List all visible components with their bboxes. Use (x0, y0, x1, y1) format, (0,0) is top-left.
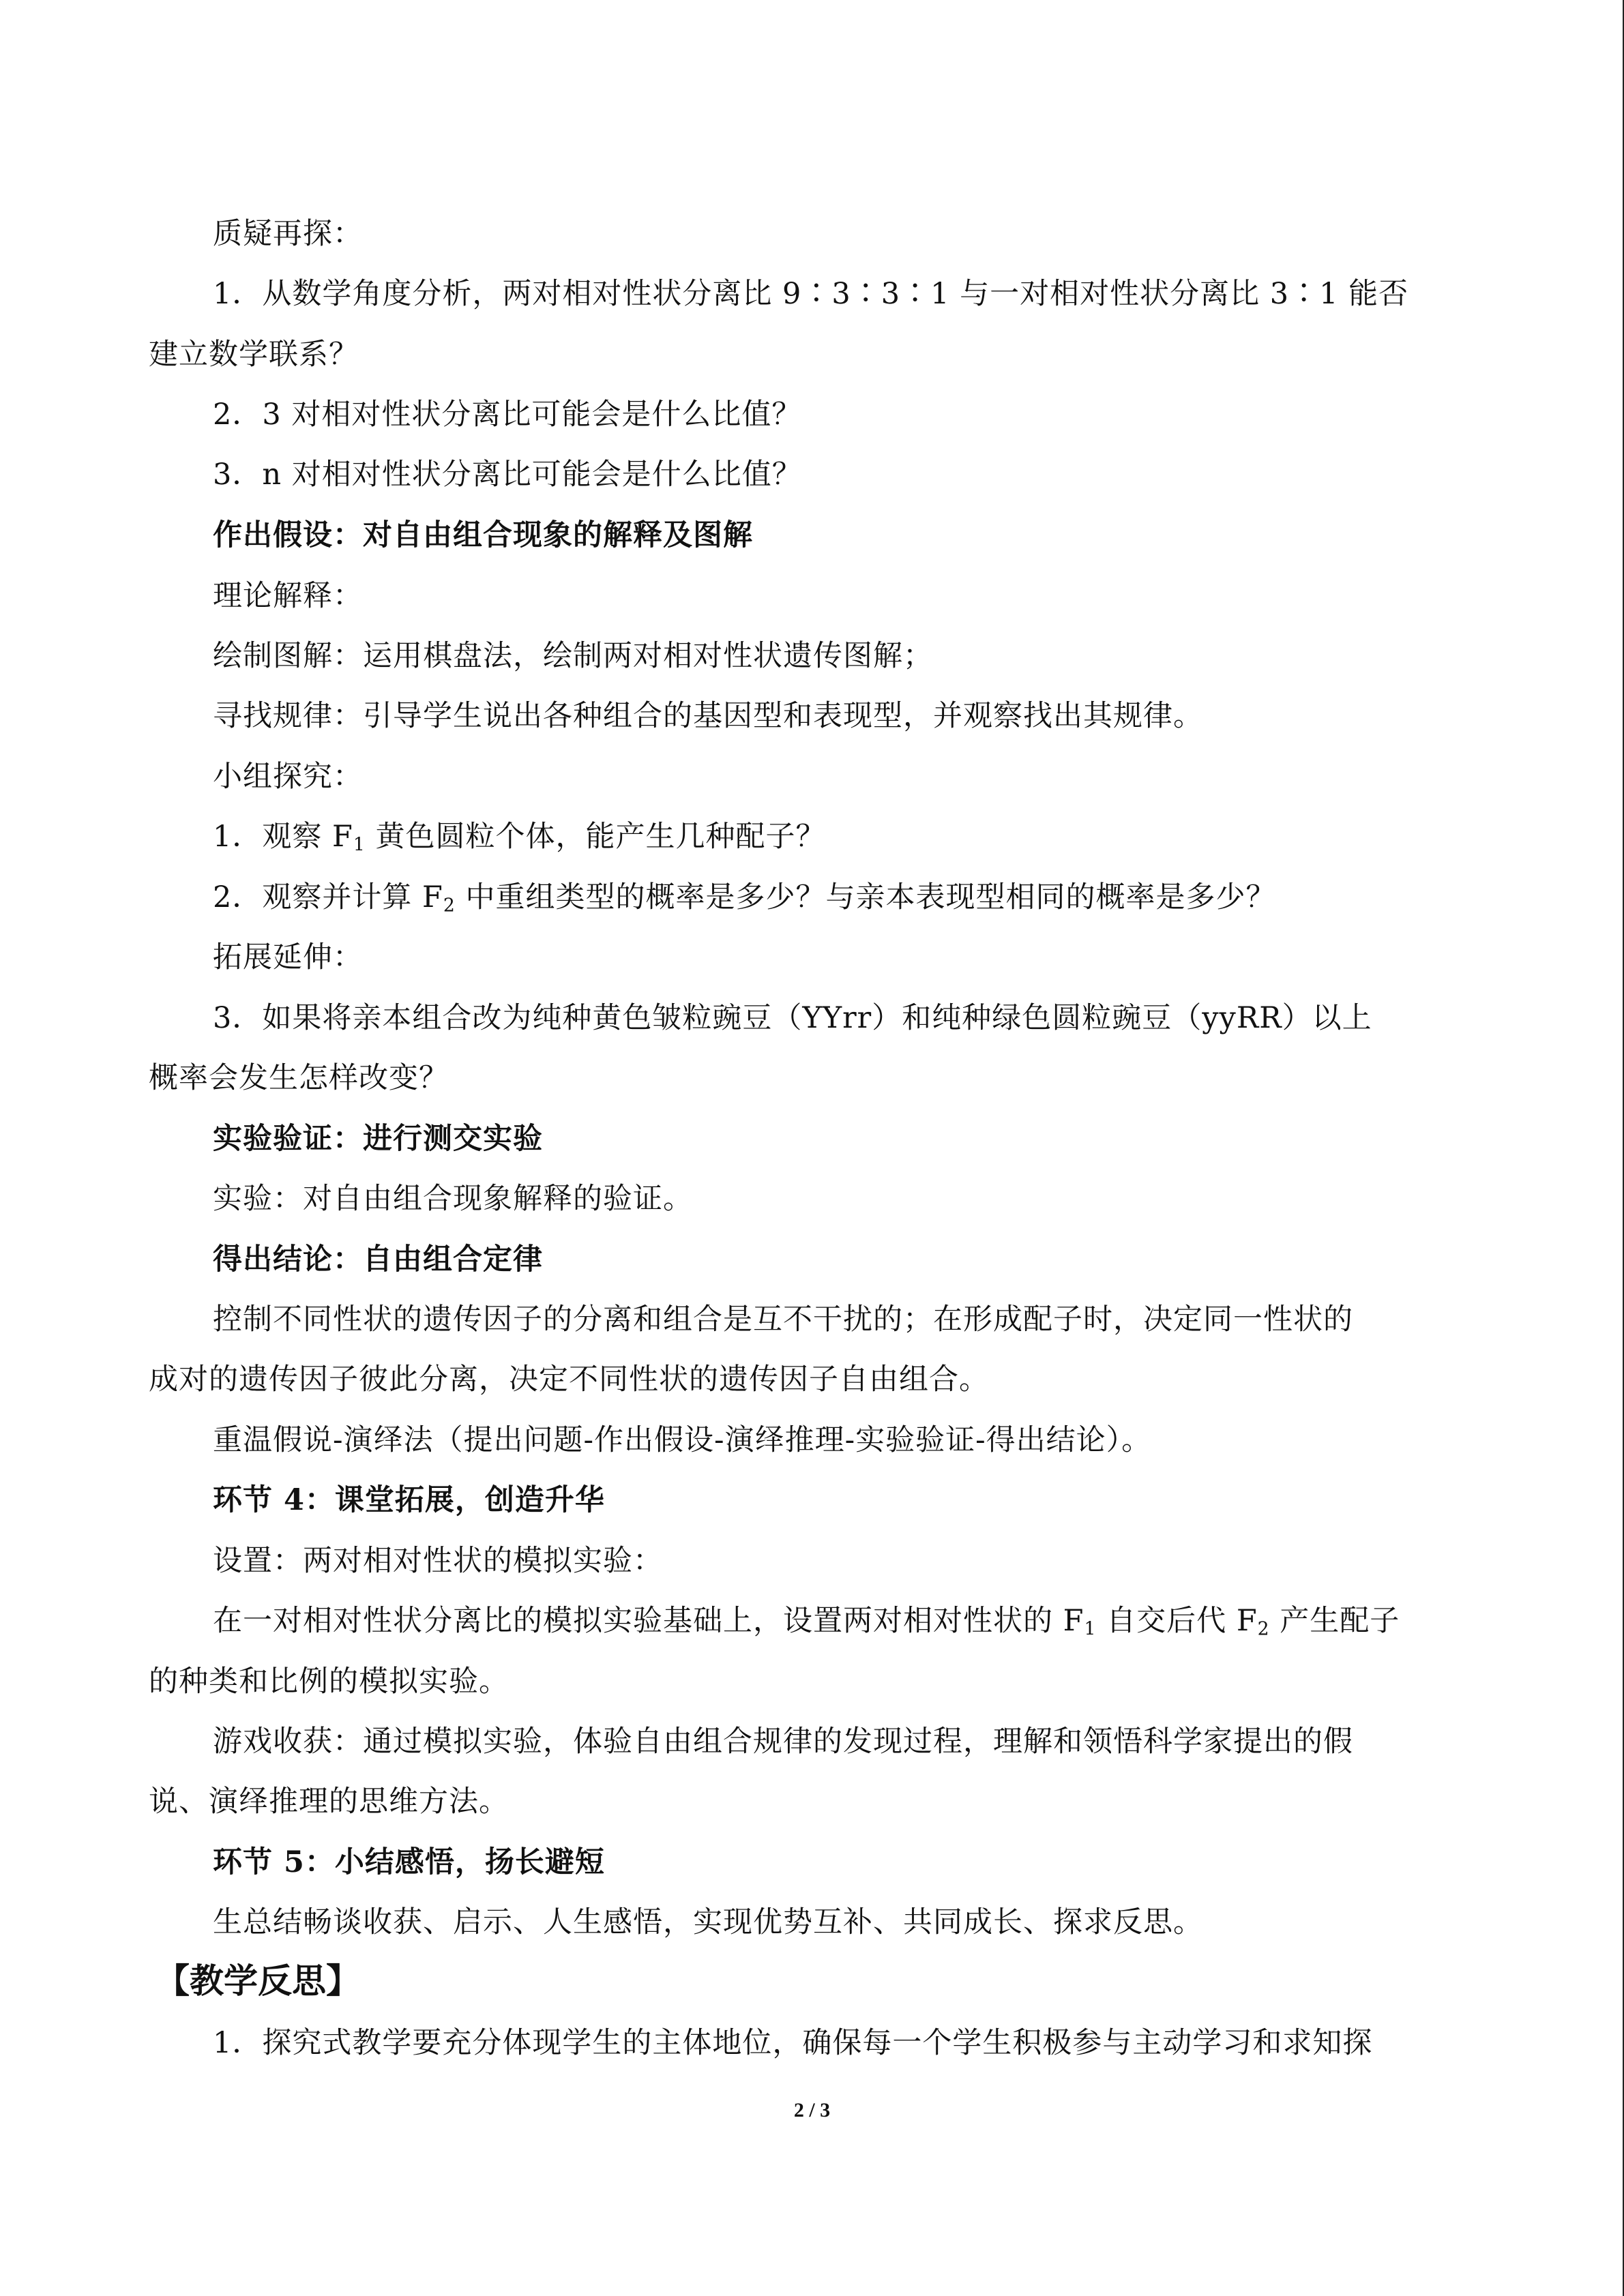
para-inquiry-2 (213, 878, 1276, 917)
para-extension-3: 3．如果将亲本组合改为纯种黄色皱粒豌豆（YYrr）和纯种绿色圆粒豌豆（yyRR）以上 (213, 1001, 1372, 1035)
para-simulation-cont: 的种类和比例的模拟实验。 (149, 1665, 509, 1699)
para-inquiry-1 (213, 817, 826, 856)
para-question-1: 1．从数学角度分析，两对相对性状分离比 9∶3∶3∶1 与一对相对性状分离比 3∶1 能否 (213, 277, 1409, 311)
para-simulation (213, 1601, 1400, 1641)
para-game-harvest-cont: 说、演绎推理的思维方法。 (149, 1785, 509, 1819)
simulation-text-mid: 自交后代 F (1096, 1604, 1258, 1638)
subheading-hypothesis: 作出假设：对自由组合现象的解释及图解 (213, 518, 753, 552)
para-question-2: 2．3 对相对性状分离比可能会是什么比值？ (213, 398, 802, 432)
para-theory: 理论解释： (213, 579, 363, 613)
inquiry-2-text: 2．观察并计算 F (213, 880, 443, 914)
para-extension-3-cont: 概率会发生怎样改变？ (149, 1061, 449, 1095)
para-summary: 生总结畅谈收获、启示、人生感悟，实现优势互补、共同成长、探求反思。 (213, 1905, 1203, 1939)
para-experiment: 实验：对自由组合现象解释的验证。 (213, 1182, 693, 1216)
subheading-conclusion: 得出结论：自由组合定律 (213, 1242, 543, 1277)
subheading-experiment: 实验验证：进行测交实验 (213, 1122, 543, 1156)
subscript: 2 (1257, 1618, 1270, 1640)
para-review-method: 重温假说-演绎法（提出问题-作出假设-演绎推理-实验验证-得出结论）。 (213, 1423, 1152, 1457)
inquiry-1-text: 1．观察 F (213, 820, 353, 854)
para-diagram: 绘制图解：运用棋盘法，绘制两对相对性状遗传图解； (213, 639, 933, 673)
para-game-harvest: 游戏收获：通过模拟实验，体验自由组合规律的发现过程，理解和领悟科学家提出的假 (213, 1725, 1353, 1759)
para-conclusion-cont: 成对的遗传因子彼此分离，决定不同性状的遗传因子自由组合。 (149, 1362, 989, 1397)
para-reflection-1: 1．探究式教学要充分体现学生的主体地位，确保每一个学生积极参与主动学习和求知探 (213, 2026, 1373, 2060)
para-setup: 设置：两对相对性状的模拟实验： (213, 1544, 663, 1578)
para-question-1-cont: 建立数学联系？ (149, 338, 359, 372)
subscript: 1 (353, 834, 366, 856)
subscript: 2 (443, 895, 456, 916)
section-title-teaching-reflection: 【教学反思】 (156, 1960, 360, 2001)
simulation-text: 在一对相对性状分离比的模拟实验基础上，设置两对相对性状的 F (213, 1604, 1084, 1638)
para-question-heading: 质疑再探： (213, 217, 363, 251)
subheading-step-4: 环节 4：课堂拓展，创造升华 (213, 1483, 605, 1517)
para-extension: 拓展延伸： (213, 940, 363, 974)
subheading-step-5: 环节 5：小结感悟，扬长避短 (213, 1845, 605, 1879)
para-group-inquiry: 小组探究： (213, 760, 363, 794)
inquiry-2-text-tail: 中重组类型的概率是多少？与亲本表现型相同的概率是多少？ (455, 880, 1276, 914)
inquiry-1-text-tail: 黄色圆粒个体，能产生几种配子？ (365, 820, 826, 854)
subscript: 1 (1084, 1618, 1097, 1640)
para-question-3: 3．n 对相对性状分离比可能会是什么比值？ (213, 458, 802, 492)
para-conclusion: 控制不同性状的遗传因子的分离和组合是互不干扰的；在形成配子时，决定同一性状的 (213, 1302, 1353, 1337)
simulation-text-tail: 产生配子 (1269, 1604, 1400, 1638)
para-pattern: 寻找规律：引导学生说出各种组合的基因型和表现型，并观察找出其规律。 (213, 699, 1203, 733)
page-number: 2 / 3 (793, 2099, 831, 2121)
